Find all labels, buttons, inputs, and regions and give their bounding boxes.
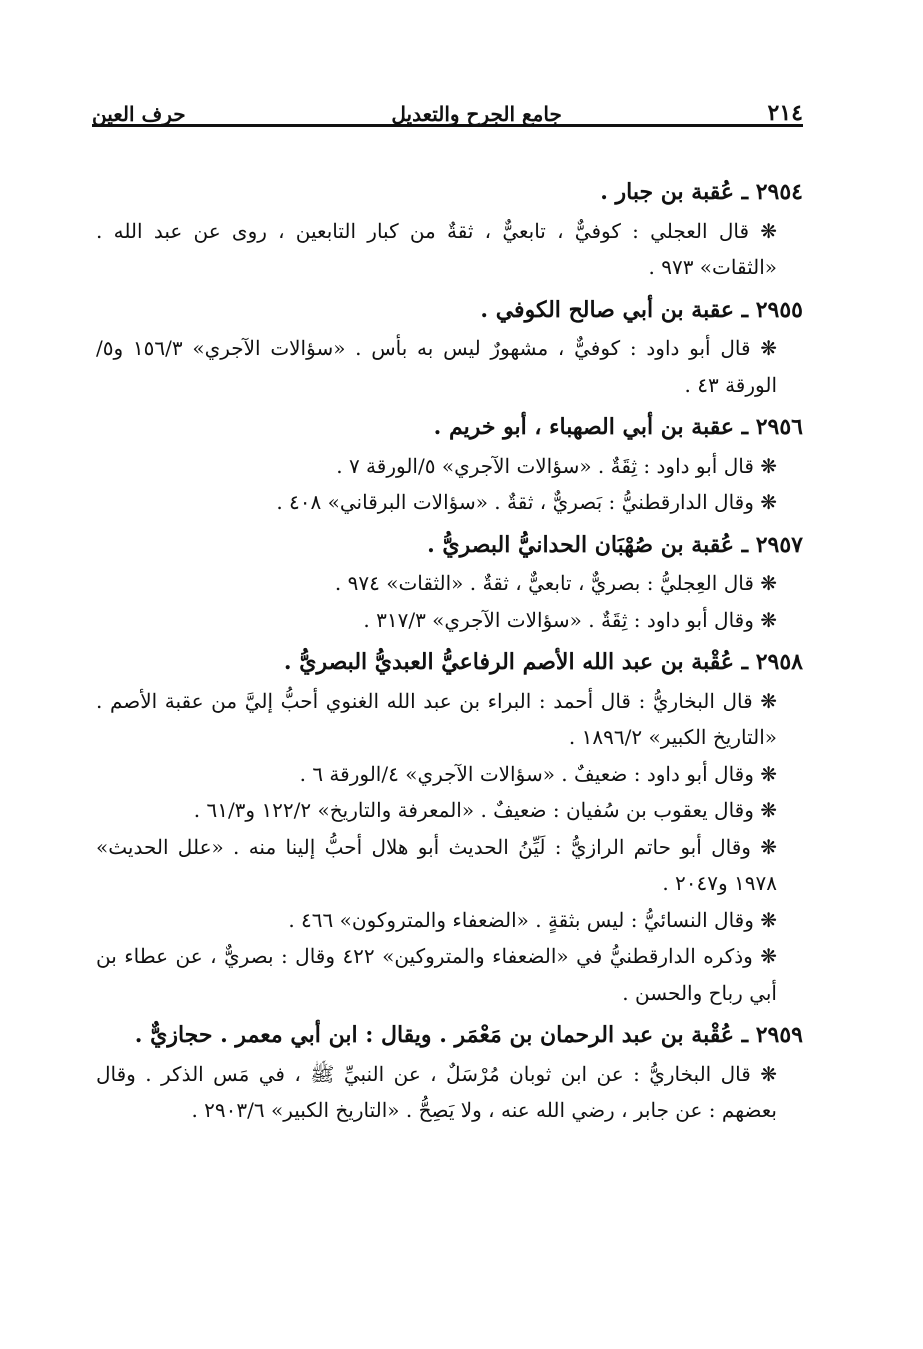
entry-paragraph: ❋ وقال أبو حاتم الرازيُّ : لَيِّنُ الحديث أبو هلال أحبُّ إلينا منه . «علل الحديث» ١٩٧٨ و٢٠٤٧ . xyxy=(96,834,777,895)
entry-paragraph: ❋ قال العِجليُّ : بصريٌّ ، تابعيٌّ ، ثقةٌ . «الثقات» ٩٧٤ . xyxy=(334,571,777,595)
entry-paragraph: ❋ قال البخاريُّ : عن ابن ثوبان مُرْسَلٌ ، عن النبيِّ ﷺ ، في مَس الذكر . وقال بعضهم : عن جابر ، رضي الله عنه ، ولا يَصِحُّ . «التاريخ الكبير» ٢٩٠٣/٦ . xyxy=(96,1061,777,1122)
entry-title: ٢٩٥٦ ـ عقبة بن أبي الصهباء ، أبو خريم . xyxy=(433,414,803,440)
entry xyxy=(96,1017,803,1129)
entry-title: ٢٩٥٥ ـ عقبة بن أبي صالح الكوفي . xyxy=(480,296,803,323)
entry xyxy=(96,409,803,521)
entry-title: ٢٩٥٩ ـ عُقْبة بن عبد الرحمان بن مَعْمَر . ويقال : ابن أبي معمر . حجازيٌّ . xyxy=(134,1022,803,1048)
entry xyxy=(96,292,803,404)
entry-paragraph: ❋ وقال النسائيُّ : ليس بثقةٍ . «الضعفاء والمتروكون» ٤٦٦ . xyxy=(288,907,777,932)
page-body xyxy=(96,168,803,1129)
entry-title: ٢٩٥٨ ـ عُقْبة بن عبد الله الأصم الرفاعيُّ العبديُّ البصريُّ . xyxy=(283,649,803,675)
entry-paragraph: ❋ وقال الدارقطنيُّ : بَصريٌّ ، ثقةٌ . «سؤالات البرقاني» ٤٠٨ . xyxy=(276,490,777,514)
entry xyxy=(96,174,803,286)
entry-paragraph: ❋ وذكره الدارقطنيُّ في «الضعفاء والمتروكين» ٤٢٢ وقال : بصريٌّ ، عن عطاء بن أبي رباح والحسن . xyxy=(96,944,777,1005)
entry xyxy=(96,644,803,1011)
entry-paragraph: ❋ وقال أبو داود : ثِقَةٌ . «سؤالات الآجري» ٣١٧/٣ . xyxy=(363,607,777,632)
page-number: ٢١٤ xyxy=(767,100,803,126)
running-header xyxy=(92,82,803,126)
entry-title: ٢٩٥٧ ـ عُقبة بن صُهْبَان الحدانيُّ البصريُّ . xyxy=(427,531,803,558)
entry xyxy=(96,527,803,639)
entry-paragraph: ❋ وقال يعقوب بن سُفيان : ضعيفٌ . «المعرفة والتاريخ» ١٢٢/٢ و٦١/٣ . xyxy=(193,798,777,822)
entry-paragraph: ❋ قال أبو داود : ثِقَةٌ . «سؤالات الآجري» ٥/الورقة ٧ . xyxy=(336,453,777,478)
entry-paragraph: ❋ قال العجلي : كوفيٌّ ، تابعيٌّ ، ثقةٌ من كبار التابعين ، روى عن عبد الله . «الثقات» ٩٧٣ . xyxy=(96,218,777,279)
entry-paragraph: ❋ قال أبو داود : كوفيٌّ ، مشهورٌ ليس به بأس . «سؤالات الآجري» ١٥٦/٣ و٥/الورقة ٤٣ . xyxy=(96,336,778,397)
section-title: حرف العين xyxy=(92,102,186,126)
entry-title: ٢٩٥٤ ـ عُقبة بن جبار . xyxy=(600,179,803,205)
entry-paragraph: ❋ قال البخاريُّ : قال أحمد : البراء بن عبد الله الغنوي أحبُّ إليَّ من عقبة الأصم . «التاريخ الكبير» ١٨٩٦/٢ . xyxy=(96,688,777,749)
header-rule xyxy=(92,124,803,127)
entry-paragraph: ❋ وقال أبو داود : ضعيفٌ . «سؤالات الآجري» ٤/الورقة ٦ . xyxy=(299,761,777,786)
book-title: جامع الجرح والتعديل xyxy=(391,102,562,126)
